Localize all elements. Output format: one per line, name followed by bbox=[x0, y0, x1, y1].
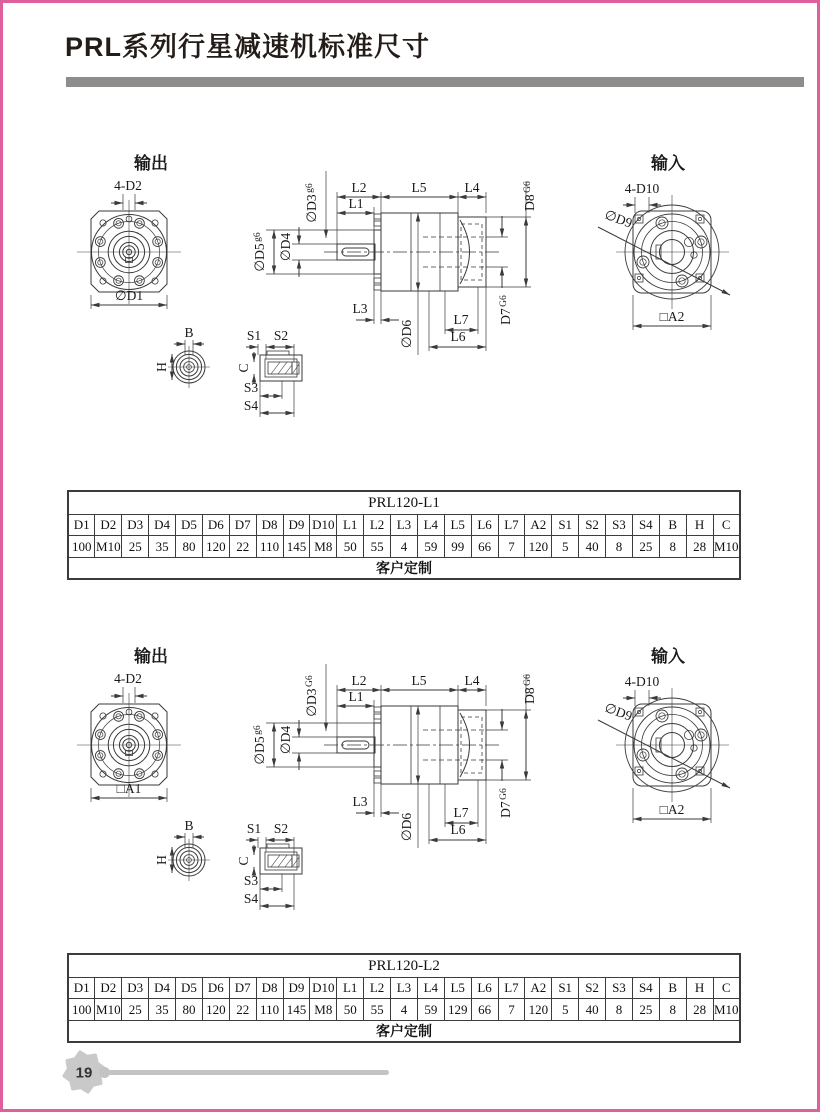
input-view-label: 输入 bbox=[651, 647, 685, 666]
column-header: L7 bbox=[498, 515, 525, 536]
dim-l6: L6 bbox=[450, 329, 466, 344]
front-size-label: ∅D1 bbox=[114, 288, 144, 303]
dimension-value: 8 bbox=[606, 536, 633, 558]
dimension-value: 40 bbox=[579, 999, 606, 1021]
dimension-value: 22 bbox=[229, 536, 256, 558]
dimension-value: 7 bbox=[498, 999, 525, 1021]
dim-h: H bbox=[154, 362, 169, 372]
column-header: D8 bbox=[256, 978, 283, 999]
column-header: L1 bbox=[337, 978, 364, 999]
column-header: S4 bbox=[632, 515, 659, 536]
column-header: L3 bbox=[391, 515, 418, 536]
column-header: S3 bbox=[606, 515, 633, 536]
output-view-label: 输出 bbox=[134, 647, 168, 666]
dim-l7: L7 bbox=[453, 805, 469, 820]
dimension-table-prl120-l2 bbox=[67, 953, 741, 1043]
column-header: C bbox=[713, 978, 740, 999]
rear-size-label: □A2 bbox=[659, 309, 685, 324]
dimension-value: 4 bbox=[391, 999, 418, 1021]
dimension-value: 145 bbox=[283, 999, 310, 1021]
dimension-value: 129 bbox=[444, 999, 471, 1021]
column-header: D10 bbox=[310, 978, 337, 999]
dimension-value: 55 bbox=[364, 536, 391, 558]
dimension-value: 5 bbox=[552, 536, 579, 558]
dim-l5: L5 bbox=[411, 673, 427, 688]
dim-s2: S2 bbox=[273, 328, 289, 343]
dimension-value: 25 bbox=[632, 536, 659, 558]
dimension-value: 40 bbox=[579, 536, 606, 558]
column-header: C bbox=[713, 515, 740, 536]
dim-d7: $D7^{G6}$ bbox=[498, 788, 513, 818]
column-header: D10 bbox=[310, 515, 337, 536]
column-header: S2 bbox=[579, 978, 606, 999]
column-header: D3 bbox=[122, 515, 149, 536]
column-header: L5 bbox=[444, 978, 471, 999]
column-header: S1 bbox=[552, 978, 579, 999]
dim-s2: S2 bbox=[273, 821, 289, 836]
page-title: PRL系列行星减速机标准尺寸 bbox=[65, 32, 430, 62]
dim-d6: ∅D6 bbox=[399, 812, 414, 842]
column-header: L1 bbox=[337, 515, 364, 536]
column-header: B bbox=[659, 515, 686, 536]
dimension-value: 50 bbox=[337, 536, 364, 558]
column-header: D4 bbox=[149, 978, 176, 999]
dimension-value: 7 bbox=[498, 536, 525, 558]
output-view-label: 输出 bbox=[134, 154, 168, 173]
dimension-value: 25 bbox=[122, 999, 149, 1021]
dim-d5: $\emptyset D5^{g6}$ bbox=[252, 725, 267, 765]
dim-l7: L7 bbox=[453, 312, 469, 327]
dim-s4: S4 bbox=[243, 398, 259, 413]
rear-diameter-label: ∅D9 bbox=[602, 699, 635, 724]
dim-d8: $D8^{G6}$ bbox=[522, 674, 537, 704]
column-header: D5 bbox=[176, 978, 203, 999]
column-header: D7 bbox=[229, 515, 256, 536]
column-header: D9 bbox=[283, 515, 310, 536]
dim-l1: L1 bbox=[348, 196, 364, 211]
dimension-value: 66 bbox=[471, 536, 498, 558]
dimension-value: 100 bbox=[68, 999, 95, 1021]
dim-d3: $\emptyset D3^{g6}$ bbox=[304, 183, 319, 223]
dim-b: B bbox=[184, 325, 194, 340]
column-header: S2 bbox=[579, 515, 606, 536]
dim-l4: L4 bbox=[464, 673, 480, 688]
dim-l4: L4 bbox=[464, 180, 480, 195]
dimension-value: 35 bbox=[149, 536, 176, 558]
dim-d4: ∅D4 bbox=[278, 232, 293, 262]
column-header: L6 bbox=[471, 978, 498, 999]
dim-d4: ∅D4 bbox=[278, 725, 293, 755]
column-header: D1 bbox=[68, 515, 95, 536]
dimension-value: 59 bbox=[417, 536, 444, 558]
dimension-value: 120 bbox=[202, 536, 229, 558]
drawing-prl120-l1 bbox=[68, 143, 763, 438]
dimension-table-prl120-l1 bbox=[67, 490, 741, 580]
rear-holes-label: 4-D10 bbox=[624, 181, 660, 196]
table-footer-custom: 客户定制 bbox=[68, 558, 740, 580]
dim-s3: S3 bbox=[243, 873, 259, 888]
dimension-value: M10 bbox=[95, 536, 122, 558]
dimension-value: 8 bbox=[659, 999, 686, 1021]
dim-l2: L2 bbox=[351, 180, 367, 195]
column-header: D2 bbox=[95, 515, 122, 536]
column-header: D2 bbox=[95, 978, 122, 999]
dimension-value: 22 bbox=[229, 999, 256, 1021]
dim-c: C bbox=[236, 363, 251, 373]
column-header: L6 bbox=[471, 515, 498, 536]
dimension-value: 66 bbox=[471, 999, 498, 1021]
column-header: D6 bbox=[202, 978, 229, 999]
dim-d3: $\emptyset D3^{G6}$ bbox=[304, 675, 319, 717]
dim-d7: $D7^{G6}$ bbox=[498, 295, 513, 325]
dim-s1: S1 bbox=[246, 328, 262, 343]
page-number: 19 bbox=[75, 1064, 93, 1082]
rear-size-label: □A2 bbox=[659, 802, 685, 817]
front-holes-label: 4-D2 bbox=[114, 178, 142, 193]
dim-l3: L3 bbox=[352, 301, 368, 316]
drawing-prl120-l2 bbox=[68, 636, 763, 931]
dim-h: H bbox=[154, 855, 169, 865]
rear-diameter-label: ∅D9 bbox=[602, 206, 635, 231]
column-header: L3 bbox=[391, 978, 418, 999]
dimension-value: 35 bbox=[149, 999, 176, 1021]
dimension-value: 28 bbox=[686, 536, 713, 558]
rear-holes-label: 4-D10 bbox=[624, 674, 660, 689]
table-footer-custom: 客户定制 bbox=[68, 1021, 740, 1043]
dimension-value: M10 bbox=[95, 999, 122, 1021]
input-view-label: 输入 bbox=[651, 154, 685, 173]
dim-d5: $\emptyset D5^{g6}$ bbox=[252, 232, 267, 272]
column-header: S1 bbox=[552, 515, 579, 536]
dim-l2: L2 bbox=[351, 673, 367, 688]
dimension-value: 5 bbox=[552, 999, 579, 1021]
dim-s4: S4 bbox=[243, 891, 259, 906]
column-header: L4 bbox=[417, 978, 444, 999]
column-header: D9 bbox=[283, 978, 310, 999]
column-header: D1 bbox=[68, 978, 95, 999]
column-header: S4 bbox=[632, 978, 659, 999]
dimension-value: 110 bbox=[256, 999, 283, 1021]
column-header: H bbox=[686, 515, 713, 536]
dimension-value: 100 bbox=[68, 536, 95, 558]
dimension-value: 50 bbox=[337, 999, 364, 1021]
dimension-value: 4 bbox=[391, 536, 418, 558]
dim-d6: ∅D6 bbox=[399, 319, 414, 349]
front-size-label: □A1 bbox=[116, 781, 142, 796]
dim-d8: $D8^{G6}$ bbox=[522, 181, 537, 211]
footer-line bbox=[106, 1070, 389, 1075]
column-header: D4 bbox=[149, 515, 176, 536]
column-header: L2 bbox=[364, 978, 391, 999]
dimension-value: M10 bbox=[713, 999, 740, 1021]
column-header: S3 bbox=[606, 978, 633, 999]
dimension-value: 120 bbox=[202, 999, 229, 1021]
column-header: L7 bbox=[498, 978, 525, 999]
column-header: D6 bbox=[202, 515, 229, 536]
dimension-value: 80 bbox=[176, 999, 203, 1021]
column-header: B bbox=[659, 978, 686, 999]
dim-s1: S1 bbox=[246, 821, 262, 836]
dimension-value: 80 bbox=[176, 536, 203, 558]
column-header: D8 bbox=[256, 515, 283, 536]
dimension-value: 120 bbox=[525, 999, 552, 1021]
dimension-value: M8 bbox=[310, 536, 337, 558]
dimension-value: 28 bbox=[686, 999, 713, 1021]
column-header: H bbox=[686, 978, 713, 999]
dimension-value: 8 bbox=[606, 999, 633, 1021]
dim-b: B bbox=[184, 818, 194, 833]
column-header: A2 bbox=[525, 978, 552, 999]
dim-l6: L6 bbox=[450, 822, 466, 837]
column-header: L4 bbox=[417, 515, 444, 536]
dim-c: C bbox=[236, 856, 251, 866]
dimension-value: 8 bbox=[659, 536, 686, 558]
dimension-value: 120 bbox=[525, 536, 552, 558]
column-header: D7 bbox=[229, 978, 256, 999]
dimension-value: 59 bbox=[417, 999, 444, 1021]
table-title: PRL120-L1 bbox=[68, 491, 740, 515]
dim-s3: S3 bbox=[243, 380, 259, 395]
dimension-value: 25 bbox=[632, 999, 659, 1021]
column-header: L2 bbox=[364, 515, 391, 536]
dim-l3: L3 bbox=[352, 794, 368, 809]
front-holes-label: 4-D2 bbox=[114, 671, 142, 686]
dimension-value: 145 bbox=[283, 536, 310, 558]
dim-l1: L1 bbox=[348, 689, 364, 704]
table-title: PRL120-L2 bbox=[68, 954, 740, 978]
title-underline bbox=[66, 77, 804, 87]
column-header: D3 bbox=[122, 978, 149, 999]
dimension-value: 110 bbox=[256, 536, 283, 558]
column-header: A2 bbox=[525, 515, 552, 536]
dimension-value: M8 bbox=[310, 999, 337, 1021]
dimension-value: 25 bbox=[122, 536, 149, 558]
dimension-value: M10 bbox=[713, 536, 740, 558]
column-header: L5 bbox=[444, 515, 471, 536]
column-header: D5 bbox=[176, 515, 203, 536]
dimension-value: 99 bbox=[444, 536, 471, 558]
dimension-value: 55 bbox=[364, 999, 391, 1021]
dim-l5: L5 bbox=[411, 180, 427, 195]
